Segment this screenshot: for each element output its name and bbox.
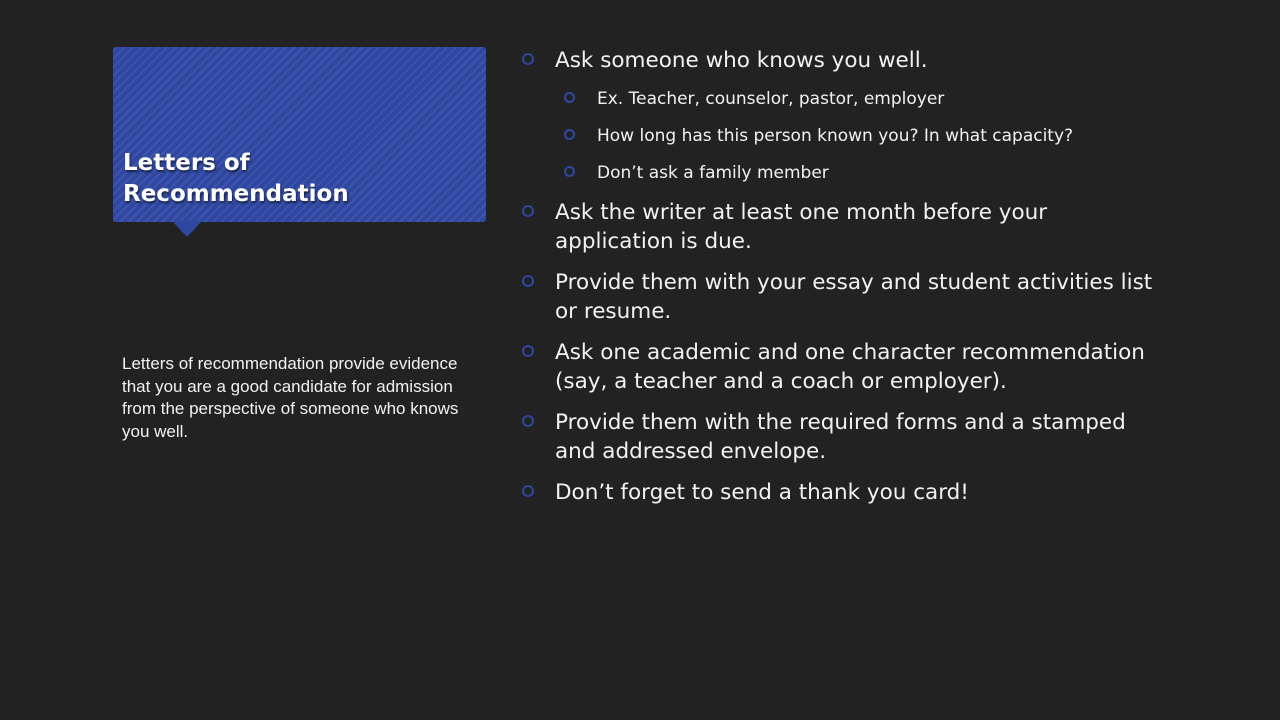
hollow-circle-icon: [522, 345, 534, 357]
sub-bullet-item: [564, 161, 1162, 185]
sub-bullet-item: [564, 124, 1162, 148]
hollow-circle-icon: [564, 166, 575, 177]
hollow-circle-icon: [522, 205, 534, 217]
bullet-item: [522, 338, 1162, 396]
bullet-text: Provide them with your essay and student activities list or resume.: [555, 270, 1153, 324]
hollow-circle-icon: [564, 129, 575, 140]
bullet-text: Don’t forget to send a thank you card!: [555, 480, 969, 505]
bullet-text: Ask the writer at least one month before your application is due.: [555, 200, 1048, 254]
hollow-circle-icon: [522, 485, 534, 497]
bullet-text: Provide them with the required forms and a stamped and addressed envelope.: [555, 410, 1126, 464]
title-box-pointer: [172, 221, 202, 237]
bullet-item: [522, 198, 1162, 256]
bullet-item: [522, 408, 1162, 466]
sub-bullet-text: Don’t ask a family member: [597, 163, 829, 183]
hollow-circle-icon: [522, 275, 534, 287]
sub-bullet-text: Ex. Teacher, counselor, pastor, employer: [597, 89, 945, 109]
sub-bullet-item: [564, 87, 1162, 111]
bullet-text: Ask one academic and one character recommendation (say, a teacher and a coach or employer).: [555, 340, 1145, 394]
bullet-list: [522, 46, 1162, 519]
slide-title: Letters of Recommendation: [123, 150, 349, 207]
hollow-circle-icon: [522, 53, 534, 65]
description-text: Letters of recommendation provide evidence that you are a good candidate for admission from the perspective of someone who knows you well.: [122, 354, 459, 441]
bullet-text: Ask someone who knows you well.: [555, 48, 928, 73]
hollow-circle-icon: [564, 92, 575, 103]
bullet-item: [522, 478, 1162, 507]
bullet-item: [522, 46, 1162, 75]
sub-bullet-text: How long has this person known you? In what capacity?: [597, 126, 1074, 146]
hollow-circle-icon: [522, 415, 534, 427]
bullet-item: [522, 268, 1162, 326]
